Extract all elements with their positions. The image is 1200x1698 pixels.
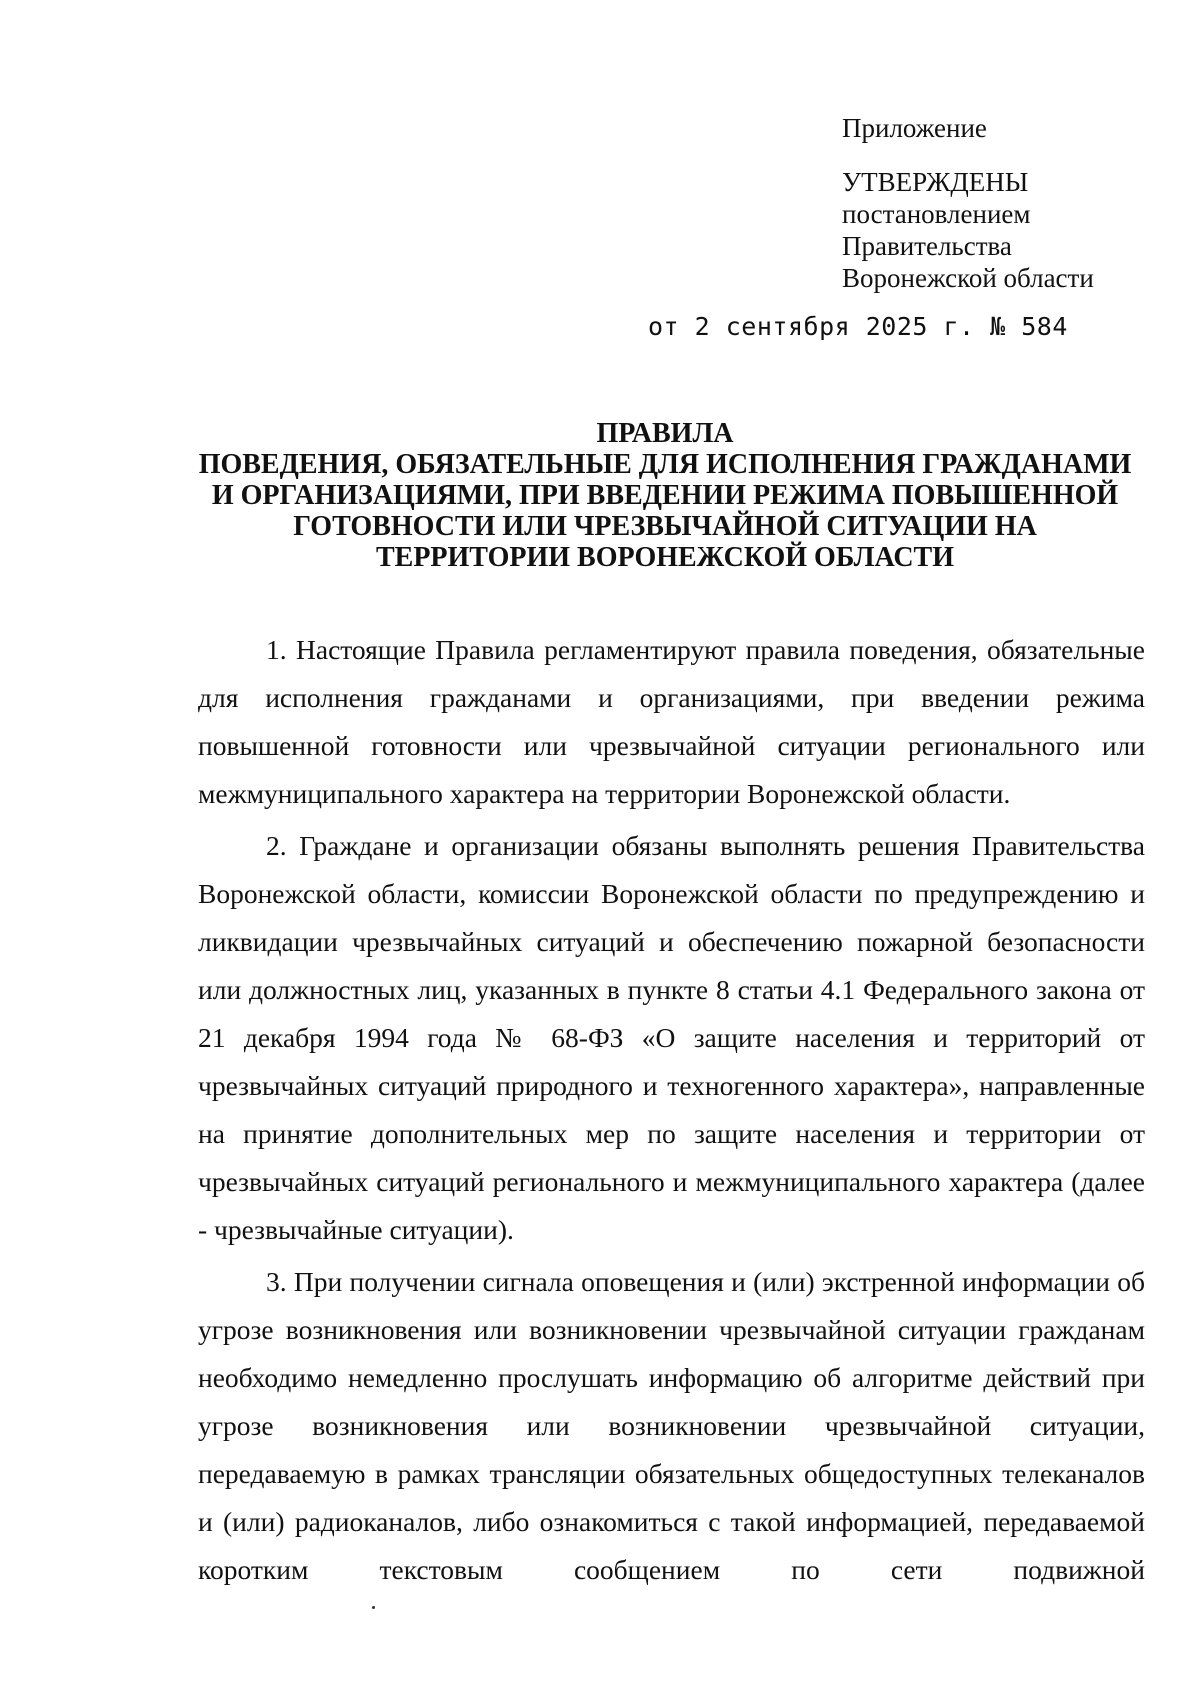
appendix-label: Приложение <box>842 113 987 143</box>
document-body <box>198 626 1145 1598</box>
title-line-5: ТЕРРИТОРИИ ВОРОНЕЖСКОЙ ОБЛАСТИ <box>375 542 955 573</box>
region-label: Воронежской области <box>842 263 1094 293</box>
decree-label: постановлением <box>842 199 1031 229</box>
document-title <box>150 418 1180 573</box>
title-line-4: ГОТОВНОСТИ ИЛИ ЧРЕЗВЫЧАЙНОЙ СИТУАЦИИ НА <box>293 511 1037 542</box>
scan-speck <box>372 1606 375 1609</box>
title-line-2: ПОВЕДЕНИЯ, ОБЯЗАТЕЛЬНЫЕ ДЛЯ ИСПОЛНЕНИЯ ГРАЖДАНАМИ <box>198 449 1132 480</box>
title-line-3: И ОРГАНИЗАЦИЯМИ, ПРИ ВВЕДЕНИИ РЕЖИМА ПОВЫШЕННОЙ <box>211 480 1119 511</box>
government-label: Правительства <box>842 231 1012 261</box>
approved-label: УТВЕРЖДЕНЫ <box>842 167 1029 197</box>
paragraph-1: 1. Настоящие Правила регламентируют правила поведения, обязательные для исполнения гражданами и организациями, при введении режима повышенной готовности или чрезвычайной ситуации регионального или межмуниципального характера на территории Воронежской области. <box>198 634 1145 809</box>
paragraph-3: 3. При получении сигнала оповещения и (или) экстренной информации об угрозе возникновения или возникновении чрезвычайной ситуации гражданам необходимо немедленно прослушать информацию об алгоритме действий при угрозе возникновения или возникновении чрезвычайной ситуации, передаваемую в рамках трансляции обязательных общедоступных телеканалов и (или) радиоканалов, либо ознакомиться с такой информацией, передаваемой коротким текстовым сообщением по сети подвижной <box>198 1266 1145 1585</box>
decree-date-number: от 2 сентября 2025 г. № 584 <box>648 312 1068 341</box>
paragraph-2: 2. Граждане и организации обязаны выполнять решения Правительства Воронежской области, комиссии Воронежской области по предупреждению и ликвидации чрезвычайных ситуаций и обеспечению пожарной безопасности или должностных лиц, указанных в пункте 8 статьи 4.1 Федерального закона от 21 декабря 1994 года № 68-ФЗ «О защите населения и территорий от чрезвычайных ситуаций природного и техногенного характера», направленные на принятие дополнительных мер по защите населения и территории от чрезвычайных ситуаций регионального и межмуниципального характера (далее - чрезвычайные ситуации). <box>198 830 1145 1245</box>
approval-block <box>842 112 1094 294</box>
title-line-1: ПРАВИЛА <box>596 418 734 449</box>
